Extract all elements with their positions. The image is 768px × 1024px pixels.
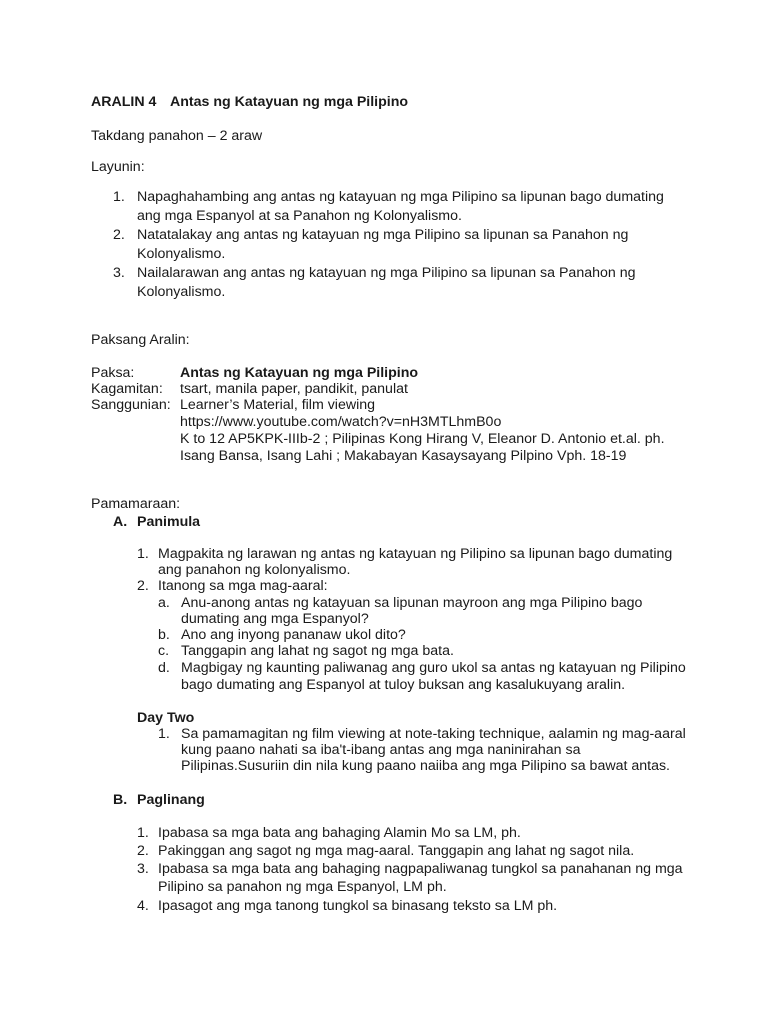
list-item: Pakinggan ang sagot ng mga mag-aaral. Tanggapin ang lahat ng sagot nila. xyxy=(158,843,635,859)
list-item: Natatalakay ang antas ng katayuan ng mga Pilipino sa lipunan sa Panahon ng xyxy=(137,227,629,243)
list-number: 1. xyxy=(137,825,149,841)
list-item: Kolonyalismo. xyxy=(137,284,226,300)
list-number: 3. xyxy=(113,265,125,281)
day-two-heading: Day Two xyxy=(137,710,195,726)
list-item: Sa pamamagitan ng film viewing at note-taking technique, aalamin ng mag-aaral xyxy=(181,726,686,742)
sub-letter: a. xyxy=(158,595,170,611)
list-number: 2. xyxy=(113,227,125,243)
list-number: 1. xyxy=(113,189,125,205)
list-item: Ipabasa sa mga bata ang bahaging nagpapaliwanag tungkol sa panahanan ng mga xyxy=(158,861,683,877)
sub-letter: c. xyxy=(158,643,170,659)
lesson-number: ARALIN 4 xyxy=(91,94,157,110)
objectives-label: Layunin: xyxy=(91,159,145,175)
reference-line: K to 12 AP5KPK-IIIb-2 ; Pilipinas Kong Hirang V, Eleanor D. Antonio et.al. ph. xyxy=(180,431,665,447)
list-number: 1. xyxy=(137,546,149,562)
sub-item: Anu-anong antas ng katayuan sa lipunan mayroon ang mga Pilipino bago xyxy=(181,595,643,611)
list-item: Napaghahambing ang antas ng katayuan ng mga Pilipino sa lipunan bago dumating xyxy=(137,189,664,205)
topic-value: Antas ng Katayuan ng mga Pilipino xyxy=(180,365,419,381)
references-label: Sanggunian: xyxy=(91,397,171,413)
list-item: Ipabasa sa mga bata ang bahaging Alamin Mo sa LM, ph. xyxy=(158,825,521,841)
sub-item: bago dumating ang Espanyol at tuloy buksan ang kasalukuyang aralin. xyxy=(181,677,626,693)
reference-link[interactable]: https://www.youtube.com/watch?v=nH3MTLhmB0o xyxy=(180,414,502,430)
list-item: Itanong sa mga mag-aaral: xyxy=(158,578,328,594)
reference-line: Isang Bansa, Isang Lahi ; Makabayan Kasaysayang Pilpino Vph. 18-19 xyxy=(180,448,627,464)
topic-label: Paksa: xyxy=(91,365,135,381)
list-item: Magpakita ng larawan ng antas ng katayuan ng Pilipino sa lipunan bago dumating xyxy=(158,546,673,562)
materials-value: tsart, manila paper, pandikit, panulat xyxy=(180,381,408,397)
list-number: 1. xyxy=(158,726,170,742)
list-item: Pilipinas.Susuriin din nila kung paano naiiba ang mga Pilipino sa bawat antas. xyxy=(181,758,670,774)
list-number: 4. xyxy=(137,898,149,914)
list-item: Pilipino sa panahon ng mga Espanyol, LM ph. xyxy=(158,879,447,895)
section-title-panimula: Panimula xyxy=(137,514,201,530)
list-number: 2. xyxy=(137,578,149,594)
subject-matter-label: Paksang Aralin: xyxy=(91,332,190,348)
list-number: 3. xyxy=(137,861,149,877)
section-letter: A. xyxy=(113,514,128,530)
procedure-label: Pamamaraan: xyxy=(91,496,181,512)
section-letter: B. xyxy=(113,792,128,808)
lesson-title: Antas ng Katayuan ng mga Pilipino xyxy=(170,94,409,110)
list-item: kung paano nahati sa iba't-ibang antas ang mga naninirahan sa xyxy=(181,742,581,758)
sub-item: Magbigay ng kaunting paliwanag ang guro ukol sa antas ng katayuan ng Pilipino xyxy=(181,660,686,676)
list-item: ang mga Espanyol at sa Panahon ng Kolonyalismo. xyxy=(137,208,462,224)
list-item: Nailalarawan ang antas ng katayuan ng mga Pilipino sa lipunan sa Panahon ng xyxy=(137,265,636,281)
sub-item: Tanggapin ang lahat ng sagot ng mga bata. xyxy=(181,643,454,659)
list-item: Ipasagot ang mga tanong tungkol sa binasang teksto sa LM ph. xyxy=(158,898,558,914)
list-item: ang panahon ng kolonyalismo. xyxy=(158,562,351,578)
sub-item: Ano ang inyong pananaw ukol dito? xyxy=(181,627,406,643)
section-title-paglinang: Paglinang xyxy=(137,792,205,808)
list-item: Kolonyalismo. xyxy=(137,246,226,262)
time-allotment: Takdang panahon – 2 araw xyxy=(91,128,263,144)
reference-line: Learner’s Material, film viewing xyxy=(180,397,376,413)
sub-item: dumating ang mga Espanyol? xyxy=(181,611,369,627)
sub-letter: d. xyxy=(158,660,170,676)
list-number: 2. xyxy=(137,843,149,859)
materials-label: Kagamitan: xyxy=(91,381,163,397)
sub-letter: b. xyxy=(158,627,170,643)
